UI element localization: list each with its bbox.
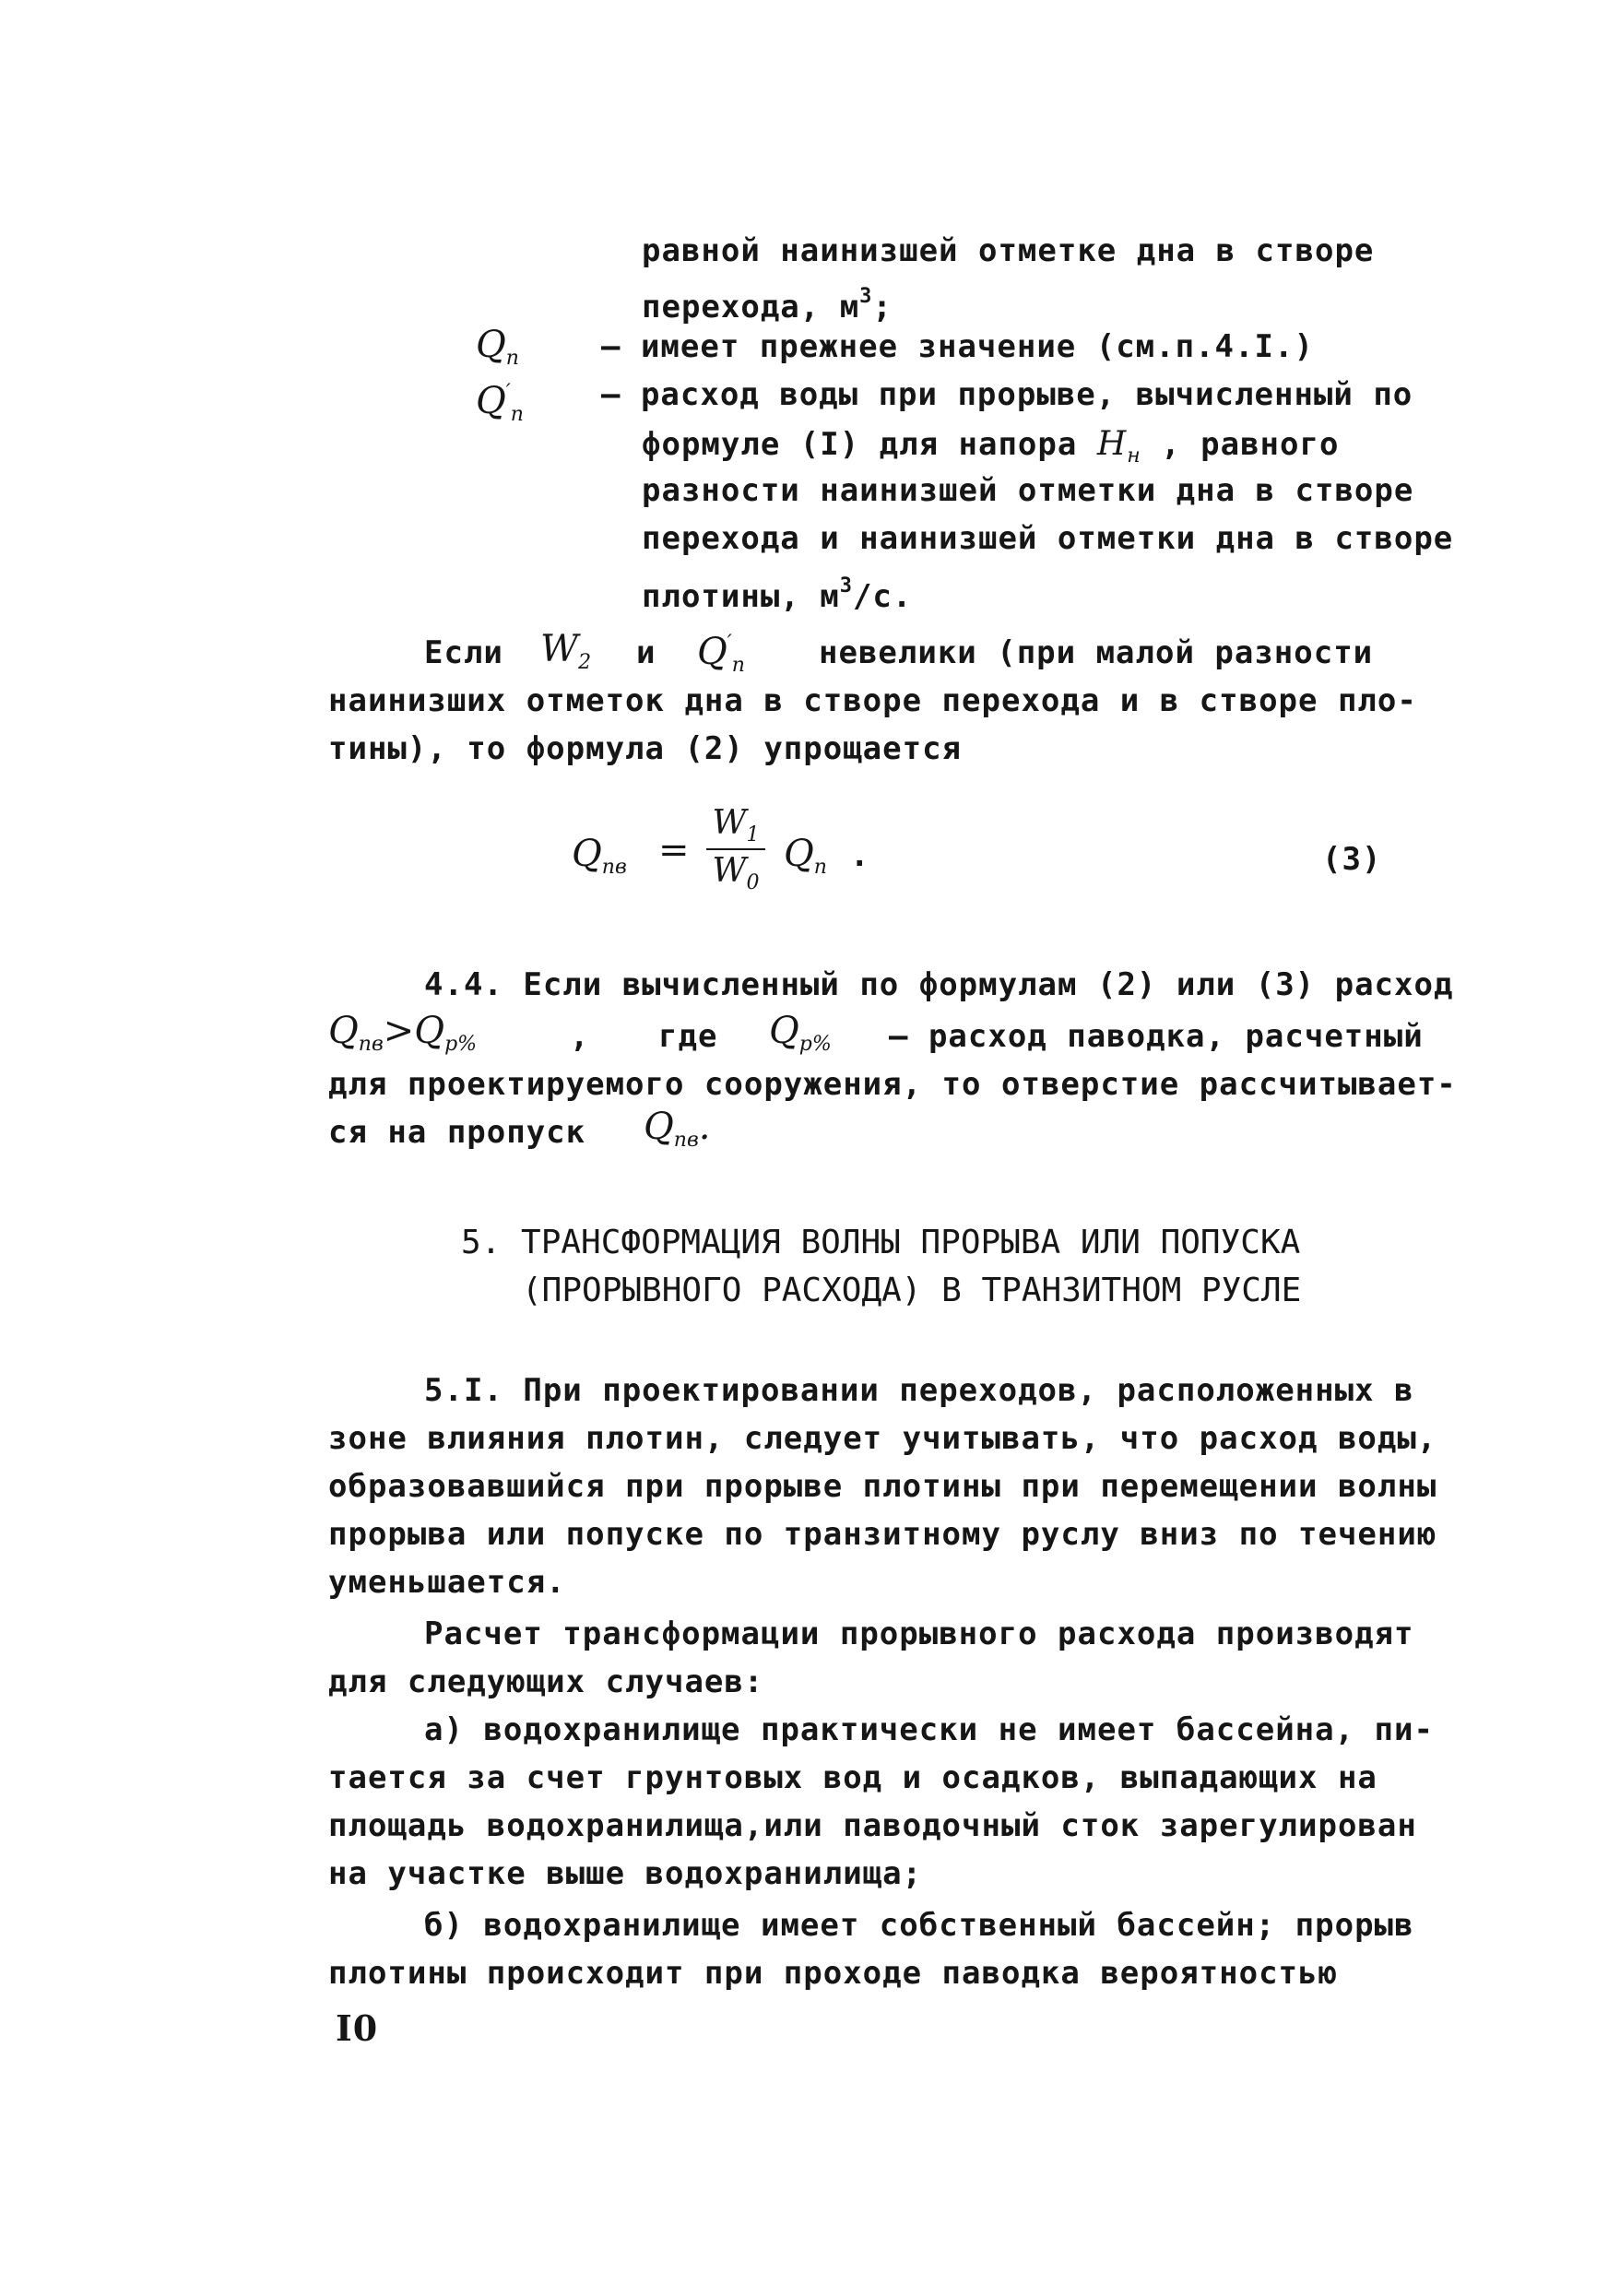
formula3-fraction <box>706 804 765 894</box>
definition-continuation-line1: равной наинизшей отметке дна в створе <box>642 232 1375 269</box>
qn-definition: – имеет прежнее значение (см.п.4.I.) <box>601 328 1314 365</box>
qp-symbol: $Q_{р\%}$ <box>769 1010 832 1056</box>
qn-prime-definition-line5: плотины, $м^3/с$. <box>642 574 913 615</box>
formula3-equals: = <box>658 829 690 871</box>
para44-line1: 4.4. Если вычисленный по формулам (2) или (3) расход <box>424 966 1454 1003</box>
and-word: и <box>636 634 656 671</box>
qn-prime-definition-line4: перехода и наинизшей отметки дна в створе <box>642 520 1454 557</box>
para51-line3: образовавшийся при прорыве плотины при перемещении волны <box>328 1468 1437 1505</box>
para44-line3: для проектируемого сооружения, то отверстие рассчитывает- <box>328 1066 1457 1103</box>
para44-end-symbol: $Q_{пв}$. <box>644 1106 711 1152</box>
item-b-line2: плотины происходит при проходе паводка вероятностью <box>328 1955 1338 1992</box>
formula3-number: (3) <box>1322 841 1382 878</box>
qn-prime-inline-symbol: $Q'_п$ <box>697 631 745 677</box>
para51-line2: зоне влияния плотин, следует учитывать, что расход воды, <box>328 1420 1437 1457</box>
qn-symbol: $Q_п$ <box>476 324 519 370</box>
formula3-dot: . <box>850 837 870 874</box>
item-a-line4: на участке выше водохранилища; <box>328 1855 923 1892</box>
w2-symbol: $W_2$ <box>540 628 592 674</box>
hn-symbol: $H_н$ <box>1096 425 1141 467</box>
item-a-line2: тается за счет грунтовых вод и осадков, выпадающих на <box>328 1759 1377 1796</box>
para44-line2: – расход паводка, расчетный <box>889 1018 1424 1055</box>
qn-prime-definition-line1: – расход воды при прорыве, вычисленный по <box>601 376 1413 413</box>
formula3-denominator: $W_0$ <box>712 852 760 894</box>
section5-heading-line1: 5. ТРАНСФОРМАЦИЯ ВОЛНЫ ПРОРЫВА ИЛИ ПОПУСКА <box>461 1224 1301 1261</box>
para44-condition: $Q_{пв}>Q_{р\%}$ <box>328 1010 478 1056</box>
calc-line1: Расчет трансформации прорывного расхода производят <box>424 1615 1414 1652</box>
formula3-rhs: $Q_п$ <box>784 833 827 879</box>
para51-line4: прорыва или попуске по транзитному руслу вниз по течению <box>328 1516 1437 1553</box>
if-paragraph-line3: тины), то формула (2) упрощается <box>328 730 963 767</box>
qn-prime-symbol: $Q'_п$ <box>476 380 524 426</box>
formula3-numerator: $W_1$ <box>712 804 760 846</box>
item-a-line3: площадь водохранилища,или паводочный сток зарегулирован <box>328 1807 1417 1844</box>
if-paragraph-line2: наинизших отметок дна в створе перехода и в створе пло- <box>328 682 1417 719</box>
para44-line4: ся на пропуск <box>328 1114 586 1151</box>
formula3-lhs: $Q_{пв}$ <box>572 833 627 879</box>
para44-comma: , <box>570 1018 590 1055</box>
para51-line5: уменьшается. <box>328 1564 566 1601</box>
if-paragraph-line1: невелики (при малой разности <box>819 634 1374 671</box>
section5-heading-line2: (ПРОРЫВНОГО РАСХОДА) В ТРАНЗИТНОМ РУСЛЕ <box>522 1272 1302 1309</box>
qn-prime-definition-line2: формуле (I) для напора $H_н$ , равного <box>642 425 1340 467</box>
fraction-bar <box>706 848 765 850</box>
item-a-line1: а) водохранилище практически не имеет бассейна, пи- <box>424 1711 1434 1748</box>
para51-line1: 5.I. При проектировании переходов, расположенных в <box>424 1372 1414 1409</box>
page-number: I0 <box>336 2007 379 2049</box>
calc-line2: для следующих случаев: <box>328 1663 764 1700</box>
if-word: Если <box>424 634 503 671</box>
definition-continuation-line2: перехода, $м^3$; <box>642 285 893 325</box>
item-b-line1: б) водохранилище имеет собственный бассейн; прорыв <box>424 1907 1414 1944</box>
qn-prime-definition-line3: разности наинизшей отметки дна в створе <box>642 472 1414 509</box>
para44-where: где <box>658 1018 718 1055</box>
